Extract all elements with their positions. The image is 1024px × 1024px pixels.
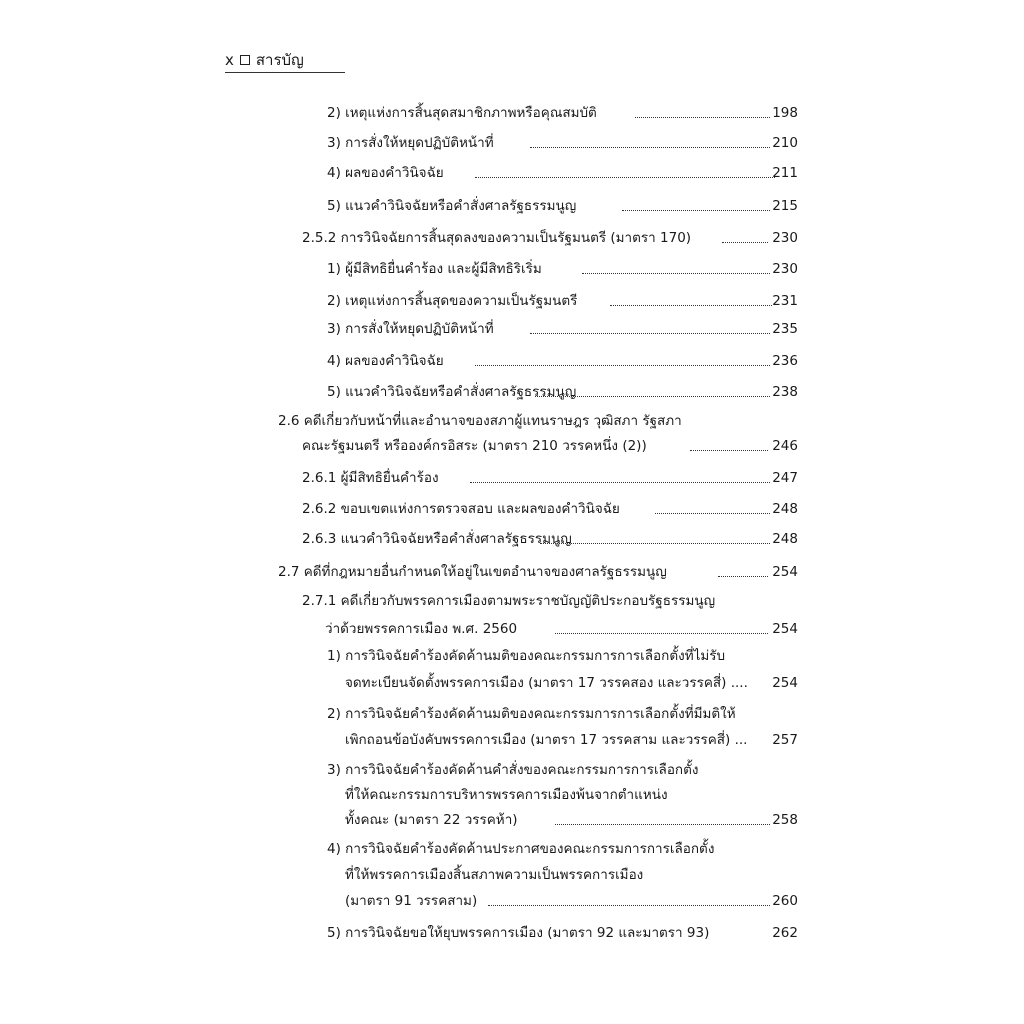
toc-entry-text: 5) แนวคำวินิจฉัยหรือคำสั่งศาลรัฐธรรมนูญ	[327, 198, 577, 214]
toc-page-number: 258	[772, 812, 798, 828]
toc-page-number: 257	[772, 732, 798, 748]
toc-page-number: 262	[772, 925, 798, 941]
dot-leader	[475, 365, 770, 366]
dot-leader	[690, 450, 768, 451]
square-bullet-icon	[240, 55, 250, 65]
toc-entry-text: 2.7 คดีที่กฎหมายอื่นกำหนดให้อยู่ในเขตอำนาจของศาลรัฐธรรมนูญ	[278, 564, 667, 580]
toc-page-number: 231	[772, 293, 798, 309]
toc-entry-text: 1) การวินิจฉัยคำร้องคัดค้านมติของคณะกรรมการการเลือกตั้งที่ไม่รับ	[327, 648, 726, 664]
toc-entry-text: (มาตรา 91 วรรคสาม)	[345, 893, 478, 909]
toc-page-number: 248	[772, 531, 798, 547]
toc-page-number: 211	[772, 165, 798, 181]
dot-leader	[635, 117, 770, 118]
toc-entry-text: 2.6.1 ผู้มีสิทธิยื่นคำร้อง	[302, 470, 439, 486]
toc-entry-text: ที่ให้พรรคการเมืองสิ้นสภาพความเป็นพรรคการเมือง	[345, 867, 644, 883]
dot-leader	[530, 147, 770, 148]
toc-entry-text: ทั้งคณะ (มาตรา 22 วรรคห้า)	[345, 812, 518, 828]
toc-page-number: 198	[772, 105, 798, 121]
toc-entry-text: 2) การวินิจฉัยคำร้องคัดค้านมติของคณะกรรมการการเลือกตั้งที่มีมติให้	[327, 706, 736, 722]
dot-leader	[530, 333, 770, 334]
toc-page-number: 210	[772, 135, 798, 151]
toc-page-number: 238	[772, 384, 798, 400]
dot-leader	[470, 482, 770, 483]
toc-entry-text: 3) การสั่งให้หยุดปฏิบัติหน้าที่	[327, 135, 494, 151]
toc-entry-text: 2.6 คดีเกี่ยวกับหน้าที่และอำนาจของสภาผู้แทนราษฎร วุฒิสภา รัฐสภา	[278, 413, 682, 429]
running-header	[225, 50, 304, 70]
toc-page-number: 235	[772, 321, 798, 337]
toc-entry-text: 2) เหตุแห่งการสิ้นสุดสมาชิกภาพหรือคุณสมบัติ	[327, 105, 597, 121]
dot-leader	[488, 905, 770, 906]
toc-page-number: 248	[772, 501, 798, 517]
toc-page-number: 254	[772, 564, 798, 580]
header-title: สารบัญ	[255, 51, 304, 69]
dot-leader	[540, 543, 770, 544]
toc-entry-text: 4) การวินิจฉัยคำร้องคัดค้านประกาศของคณะกรรมการการเลือกตั้ง	[327, 841, 715, 857]
toc-entry-text: 2.5.2 การวินิจฉัยการสิ้นสุดลงของความเป็นรัฐมนตรี (มาตรา 170)	[302, 230, 692, 246]
toc-page-number: 254	[772, 621, 798, 637]
toc-entry-text: 2.7.1 คดีเกี่ยวกับพรรคการเมืองตามพระราชบัญญัติประกอบรัฐธรรมนูญ	[302, 593, 716, 609]
toc-entry-text: 4) ผลของคำวินิจฉัย	[327, 165, 444, 181]
toc-page-number: 230	[772, 230, 798, 246]
toc-entry-text: คณะรัฐมนตรี หรือองค์กรอิสระ (มาตรา 210 วรรคหนึ่ง (2))	[302, 438, 647, 454]
toc-entry-text: เพิกถอนข้อบังคับพรรคการเมือง (มาตรา 17 วรรคสาม และวรรคสี่) ...	[345, 732, 748, 748]
toc-entry-text: จดทะเบียนจัดตั้งพรรคการเมือง (มาตรา 17 วรรคสอง และวรรคสี่) ....	[345, 675, 748, 691]
toc-page-number: 254	[772, 675, 798, 691]
dot-leader	[655, 513, 770, 514]
toc-page-number: 260	[772, 893, 798, 909]
dot-leader	[535, 396, 770, 397]
toc-entry-text: 5) แนวคำวินิจฉัยหรือคำสั่งศาลรัฐธรรมนูญ	[327, 384, 577, 400]
dot-leader	[555, 633, 768, 634]
toc-entry-text: 4) ผลของคำวินิจฉัย	[327, 353, 444, 369]
dot-leader	[582, 273, 770, 274]
dot-leader	[555, 824, 770, 825]
dot-leader	[622, 210, 770, 211]
toc-page-number: 246	[772, 438, 798, 454]
toc-entry-text: 3) การสั่งให้หยุดปฏิบัติหน้าที่	[327, 321, 494, 337]
toc-entry-text: 2.6.3 แนวคำวินิจฉัยหรือคำสั่งศาลรัฐธรรมนูญ	[302, 531, 572, 547]
toc-entry-text: 2) เหตุแห่งการสิ้นสุดของความเป็นรัฐมนตรี	[327, 293, 578, 309]
toc-page-number: 247	[772, 470, 798, 486]
toc-entry-text: ว่าด้วยพรรคการเมือง พ.ศ. 2560	[325, 621, 518, 637]
dot-leader	[610, 305, 772, 306]
toc-entry-text: 3) การวินิจฉัยคำร้องคัดค้านคำสั่งของคณะกรรมการการเลือกตั้ง	[327, 762, 699, 778]
toc-page-number: 230	[772, 261, 798, 277]
toc-entry-text: ที่ให้คณะกรรมการบริหารพรรคการเมืองพ้นจากตำแหน่ง	[345, 787, 668, 803]
toc-entry-text: 2.6.2 ขอบเขตแห่งการตรวจสอบ และผลของคำวินิจฉัย	[302, 501, 620, 517]
dot-leader	[475, 177, 775, 178]
toc-page-number: 215	[772, 198, 798, 214]
toc-page-number: 236	[772, 353, 798, 369]
page-numeral: x	[225, 51, 234, 69]
header-rule	[225, 72, 345, 73]
toc-entry-text: 5) การวินิจฉัยขอให้ยุบพรรคการเมือง (มาตรา 92 และมาตรา 93)	[327, 925, 710, 941]
toc-entry-text: 1) ผู้มีสิทธิยื่นคำร้อง และผู้มีสิทธิริเริ่ม	[327, 261, 542, 277]
